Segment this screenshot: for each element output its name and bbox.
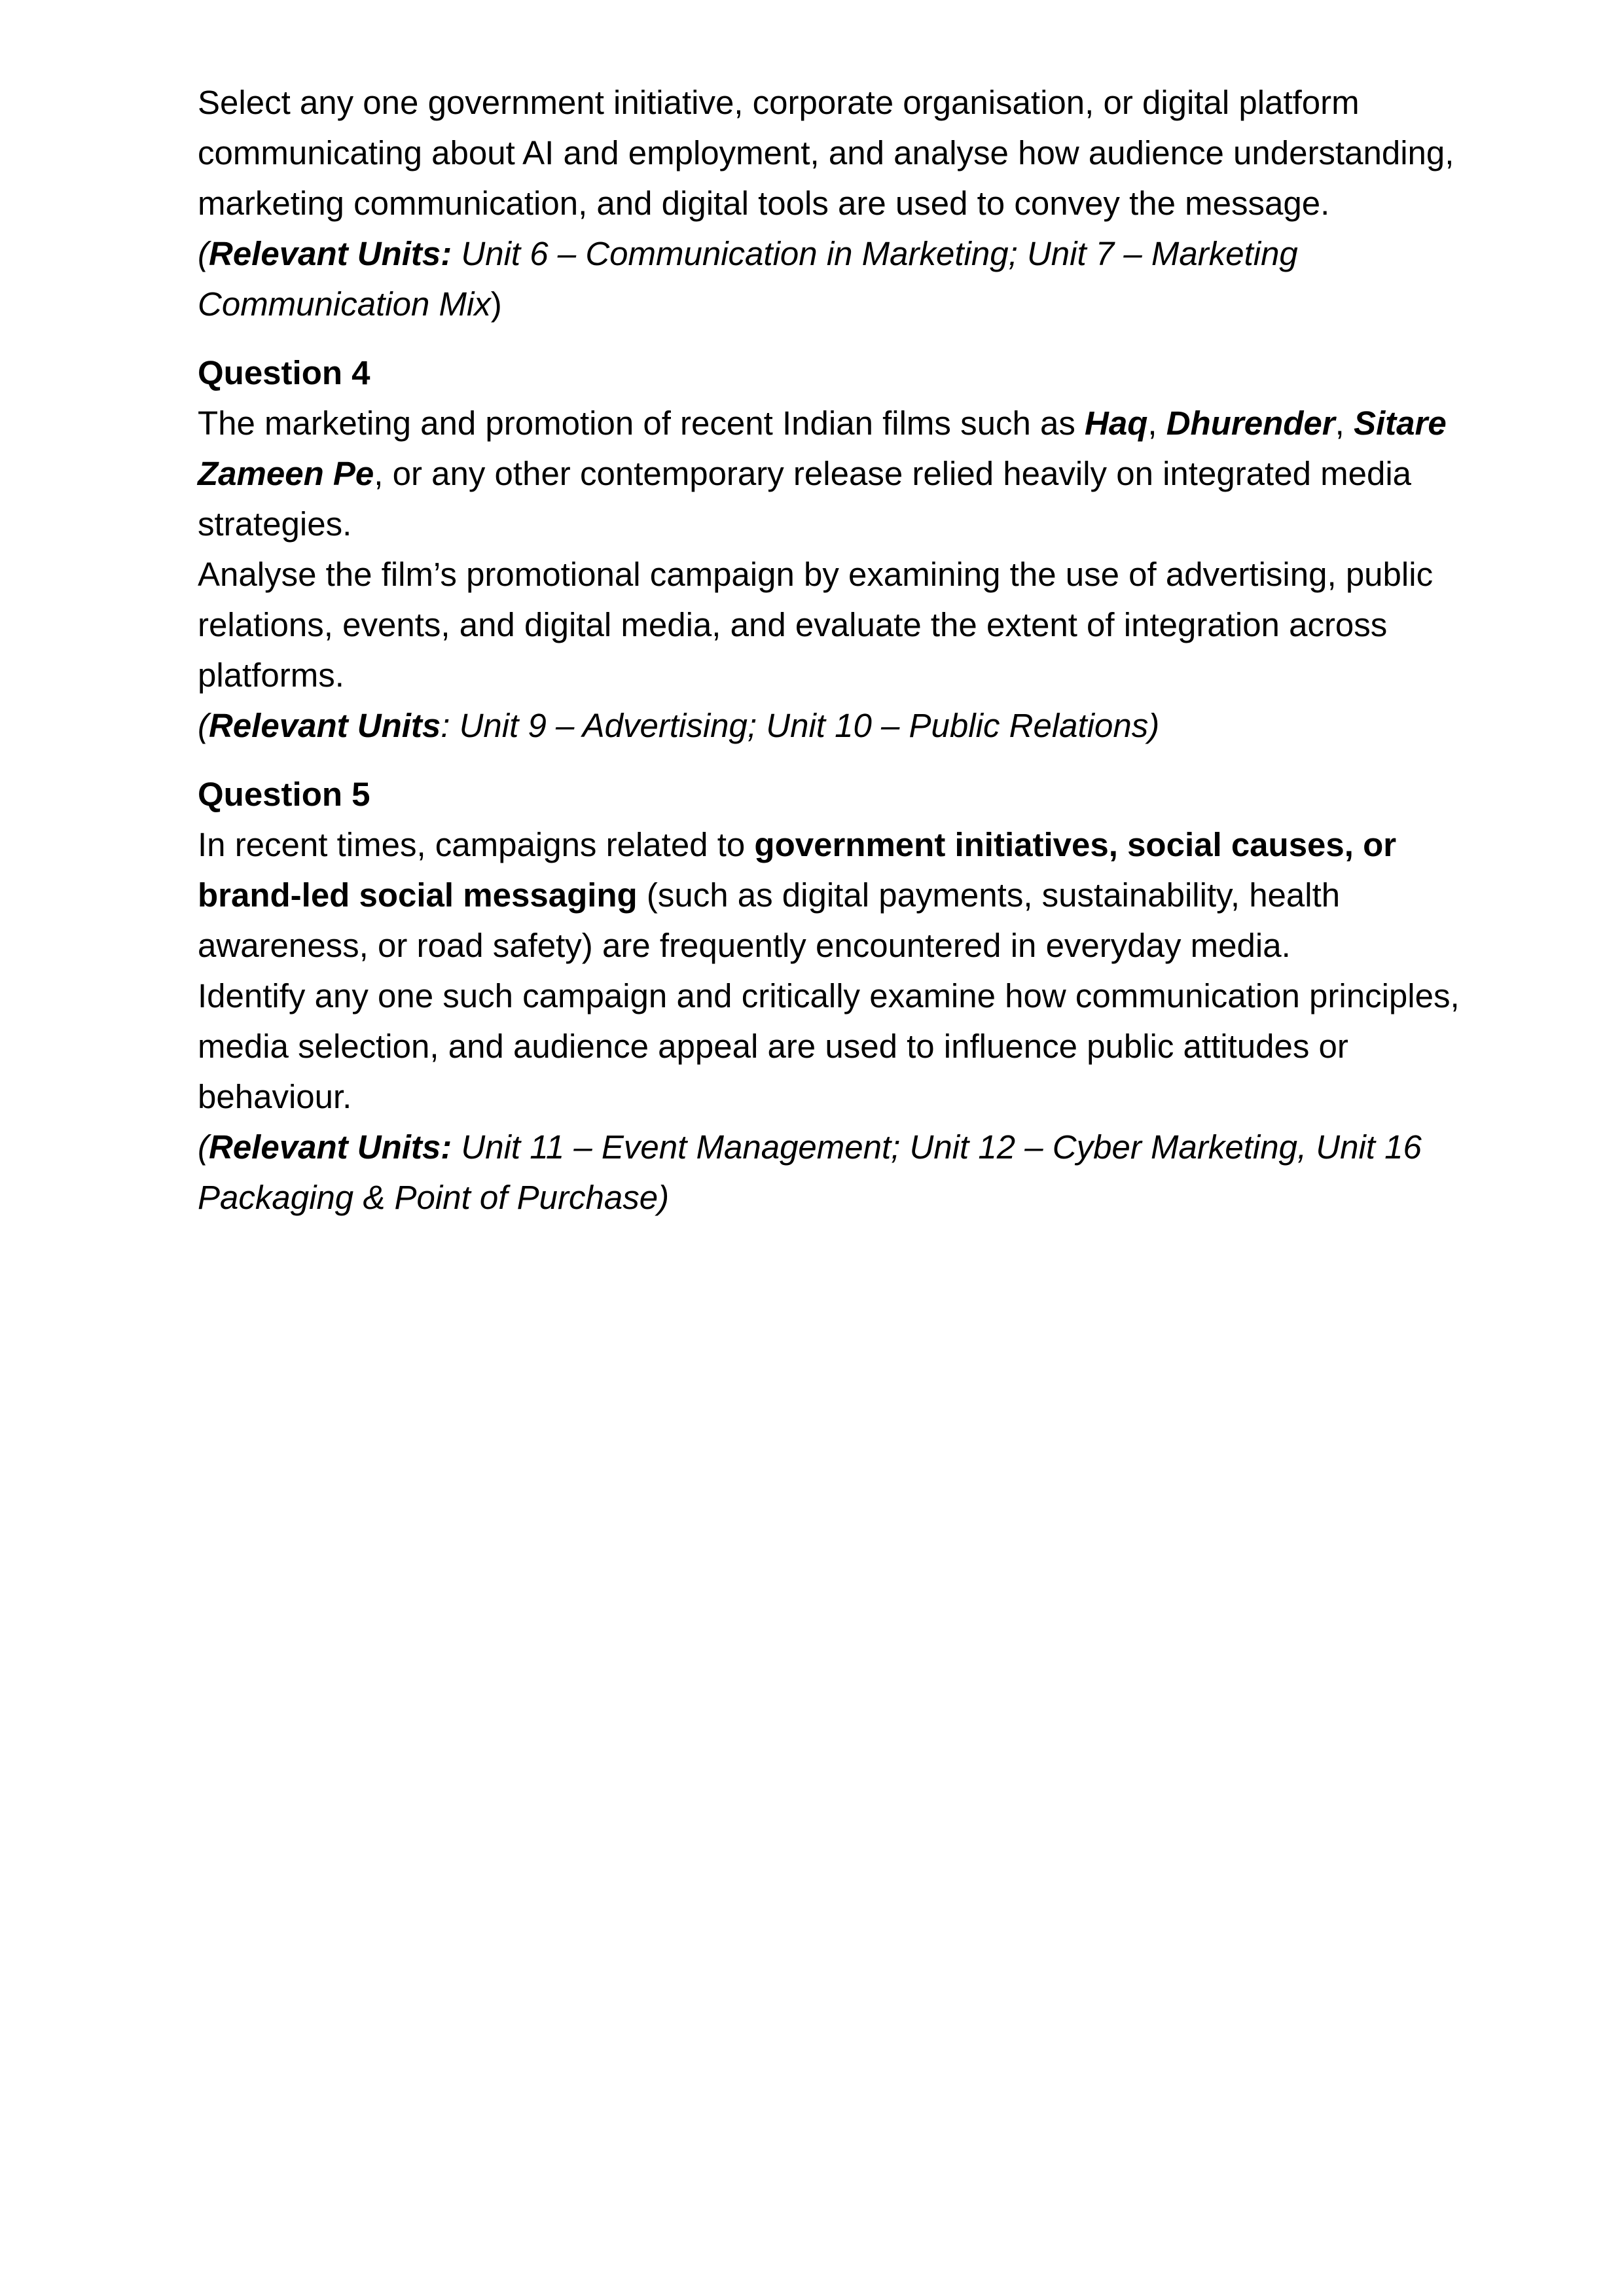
units-label: Relevant Units:: [208, 235, 452, 272]
units-text: Unit 11 – Event Management; Unit 12 – Cyber Marketing, Unit 16 Packaging & Point of Purchase): [198, 1128, 1422, 1216]
comma: ,: [1335, 404, 1354, 442]
intro-bold-topics: government initiatives, social causes, or brand-led social messaging: [198, 826, 1397, 914]
units-close-paren: ): [490, 285, 502, 323]
intro-text: In recent times, campaigns related to: [198, 826, 755, 863]
units-label: Relevant Units:: [208, 1128, 452, 1166]
units-open-paren: (: [198, 235, 209, 272]
film-title-2: Dhurender: [1166, 404, 1335, 442]
comma: ,: [1147, 404, 1166, 442]
question-3-units: [198, 228, 1461, 329]
intro-text-end: (such as digital payments, sustainability, health awareness, or road safety) are frequently encountered in everyday media.: [198, 876, 1341, 964]
units-open-paren: (: [198, 1128, 209, 1166]
question-5-heading: Question 5: [198, 776, 370, 813]
question-5-units: [198, 1122, 1461, 1223]
units-text: : Unit 9 – Advertising; Unit 10 – Public Relations): [441, 707, 1160, 744]
question-3-body: Select any one government initiative, corporate organisation, or digital platform communicating about AI and employment, and analyse how audience understanding, marketing communication, and digital tools are used to convey the message.: [198, 84, 1454, 222]
units-open-paren: (: [198, 707, 209, 744]
units-text: Unit 6 – Communication in Marketing; Unit 7 – Marketing Communication Mix: [198, 235, 1298, 323]
intro-text: The marketing and promotion of recent Indian films such as: [198, 404, 1085, 442]
question-5: [198, 769, 1461, 1223]
question-4-units: [198, 700, 1461, 751]
question-4-intro: [198, 398, 1461, 549]
question-4-task: Analyse the film’s promotional campaign by examining the use of advertising, public relations, events, and digital media, and evaluate the extent of integration across platforms.: [198, 556, 1434, 694]
film-title-1: Haq: [1085, 404, 1148, 442]
document-content: [198, 77, 1461, 1223]
question-4: [198, 348, 1461, 751]
intro-text-end: , or any other contemporary release relied heavily on integrated media strategies.: [198, 455, 1412, 543]
question-3-tail: [198, 77, 1461, 329]
question-5-task: Identify any one such campaign and critically examine how communication principles, media selection, and audience appeal are used to influence public attitudes or behaviour.: [198, 977, 1460, 1115]
question-5-intro: [198, 819, 1461, 971]
film-title-3: Sitare Zameen Pe: [198, 404, 1447, 492]
question-4-heading: Question 4: [198, 354, 370, 391]
units-label: Relevant Units: [208, 707, 441, 744]
